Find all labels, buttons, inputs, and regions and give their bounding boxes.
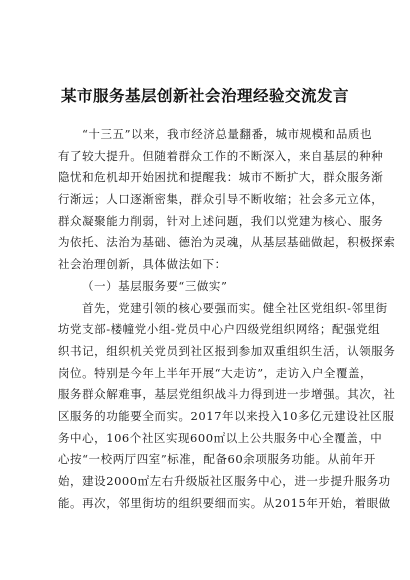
paragraph-line: 心按“一校两厅四室”标准，配备60余项服务功能。从前年开: [58, 452, 376, 467]
document-body: [58, 124, 396, 514]
section-heading: （一）基层服务要“三做实”: [82, 278, 228, 293]
paragraph-line: “十三五”以来，我市经济总量翻番，城市规模和品质也: [82, 127, 373, 141]
paragraph-line: 为依托、法治为基础、德治为灵魂，从基层基础做起，积极探索: [58, 235, 396, 250]
paragraph-line: 服务群众解难事，基层党组织战斗力得到进一步增强。其次，社: [58, 387, 396, 402]
paragraph-line: 能。再次，邻里街坊的组织要细而实。从2015年开始，着眼做: [58, 495, 391, 510]
paragraph-line: 务中心，106个社区实现600㎡以上公共服务中心全覆盖，中: [58, 430, 383, 445]
paragraph-line: 区服务的功能要全而实。2017年以来投入10多亿元建设社区服: [58, 408, 395, 423]
paragraph-line: 行渐远；人口逐渐密集，群众引导不断收缩；社会多元立体，: [58, 192, 384, 207]
paragraph-line: 坊党支部-楼幢党小组-党员中心户四级党组织网络；配强党组: [58, 322, 381, 337]
document-title: 某市服务基层创新社会治理经验交流发言: [60, 87, 349, 105]
paragraph-line: 岗位。特别是今年上半年开展“大走访”，走访入户全覆盖，: [58, 365, 373, 380]
paragraph-line: 织书记，组织机关党员到社区报到参加双重组织生活，认领服务: [58, 343, 396, 358]
paragraph-line: 首先，党建引领的核心要强而实。健全社区党组织-邻里街: [82, 300, 388, 315]
paragraph-line: 始，建设2000㎡左右升级版社区服务中心，进一步提升服务功: [58, 474, 391, 488]
paragraph-line: 有了较大提升。但随着群众工作的不断深入，来自基层的种种: [58, 148, 384, 163]
paragraph-line: 社会治理创新，具体做法如下：: [58, 257, 227, 272]
paragraph-line: 群众凝聚能力削弱，针对上述问题，我们以党建为核心、服务: [58, 213, 384, 228]
paragraph-line: 隐忧和危机却开始困扰和提醒我：城市不断扩大，群众服务渐: [58, 170, 384, 185]
